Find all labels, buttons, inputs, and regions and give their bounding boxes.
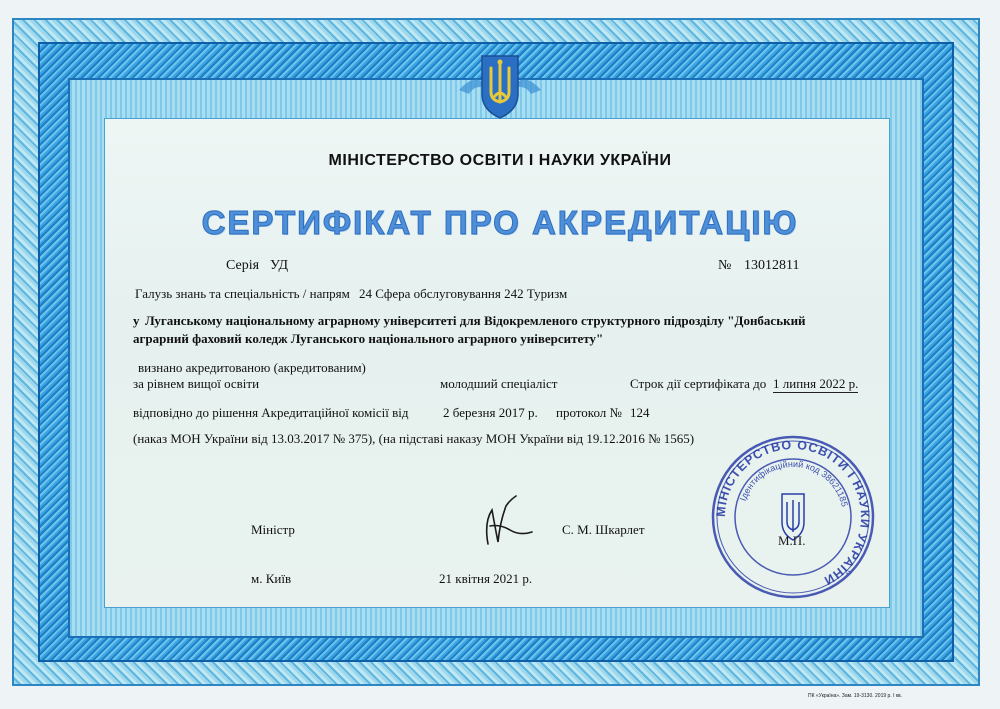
number-value: 13012811 [744, 258, 800, 273]
number-label: № [718, 258, 732, 273]
handwritten-signature-icon [470, 492, 540, 552]
institution-line-2: аграрний фаховий коледж Луганського національного аграрного університету" [133, 331, 604, 346]
seal-label: М.П. [778, 533, 806, 548]
decision-text: відповідно до рішення Акредитаційної комісії від [133, 405, 409, 420]
printer-note: ПК «Україна». Зам. 19-3130. 2019 р. I кв. [808, 693, 903, 699]
field-value: 24 Сфера обслуговування 242 Туризм [359, 286, 568, 301]
round-seal-icon [708, 432, 878, 602]
decision-date: 2 березня 2017 р. [443, 405, 538, 420]
issue-date: 21 квітня 2021 р. [439, 571, 533, 586]
ministry-heading: МІНІСТЕРСТВО ОСВІТИ І НАУКИ УКРАЇНИ [328, 152, 672, 169]
svg-text:Ідентифікаційний код 38621185 [738, 459, 850, 508]
order-text: (наказ МОН України від 13.03.2017 № 375), (на підставі наказу МОН України від 19.12.2016 № 1565) [133, 431, 695, 446]
validity-value: 1 липня 2022 р. [773, 376, 859, 391]
series-label: Серія [226, 258, 260, 273]
validity-label: Строк дії сертифіката до [630, 376, 767, 391]
level-label: за рівнем вищої освіти [133, 376, 260, 391]
protocol-value: 124 [630, 405, 650, 420]
recognized-text: визнано акредитованою (акредитованим) [138, 360, 366, 375]
institution-line-1: Луганському національному аграрному університеті для Відокремленого структурного підрозділу "Донбаський [145, 313, 806, 328]
institution-prefix: у [133, 313, 140, 328]
stamp-inner-text: Ідентифікаційний код 38621185 [737, 458, 850, 508]
minister-name: С. М. Шкарлет [562, 522, 645, 537]
stamp-outer-text: МІНІСТЕРСТВО ОСВІТИ І НАУКИ УКРАЇНИ [713, 437, 873, 588]
field-label: Галузь знань та спеціальність / напрям [135, 286, 350, 301]
level-value: молодший спеціаліст [440, 376, 558, 391]
minister-label: Міністр [251, 522, 295, 537]
series-value: УД [270, 258, 289, 273]
trident-coat-of-arms-icon [457, 50, 543, 122]
city: м. Київ [251, 571, 292, 586]
certificate-title: СЕРТИФІКАТ ПРО АКРЕДИТАЦІЮ [201, 204, 799, 241]
protocol-label: протокол № [556, 405, 622, 420]
